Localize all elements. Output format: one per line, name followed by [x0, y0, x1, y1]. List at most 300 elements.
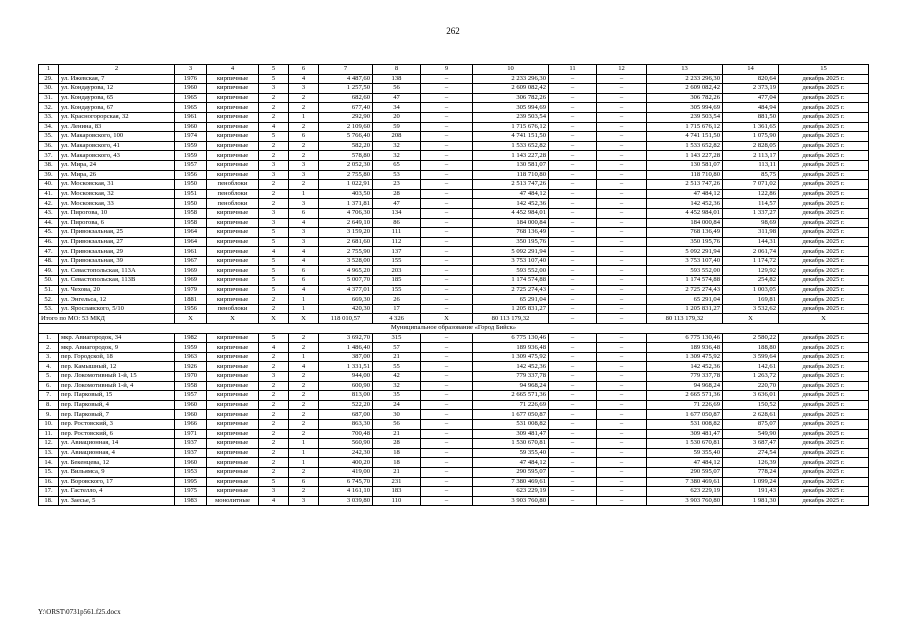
document-file-path: Y:\ORST\0731p561.f25.docx: [38, 608, 121, 616]
table-cell: 350 195,76: [473, 237, 549, 247]
table-cell: 600,90: [319, 381, 373, 391]
table-cell: 4.: [39, 362, 59, 372]
table-cell: 49.: [39, 266, 59, 276]
section-header-row: [39, 324, 869, 334]
table-cell: –: [421, 400, 473, 410]
table-cell: 2: [289, 400, 319, 410]
table-row: [39, 467, 869, 477]
table-cell: 3: [259, 170, 289, 180]
table-cell: кирпичные: [207, 160, 259, 170]
table-cell: –: [597, 180, 647, 190]
table-cell: 4 452 984,01: [473, 208, 549, 218]
table-cell: 593 552,00: [473, 266, 549, 276]
table-cell: –: [597, 218, 647, 228]
table-row: [39, 199, 869, 209]
table-cell: декабрь 2025 г.: [779, 352, 869, 362]
table-cell: 3 687,47: [723, 439, 779, 449]
table-cell: 1 174 574,88: [473, 276, 549, 286]
table-cell: декабрь 2025 г.: [779, 228, 869, 238]
table-cell: 6 775 130,46: [473, 333, 549, 343]
table-cell: 1960: [175, 400, 207, 410]
table-cell: 45.: [39, 228, 59, 238]
table-cell: декабрь 2025 г.: [779, 199, 869, 209]
table-cell: 34: [373, 103, 421, 113]
table-cell: декабрь 2025 г.: [779, 122, 869, 132]
table-cell: –: [421, 237, 473, 247]
table-cell: 129,92: [723, 266, 779, 276]
table-cell: 110: [373, 496, 421, 506]
table-cell: 477,04: [723, 93, 779, 103]
table-cell: 2 649,10: [319, 218, 373, 228]
table-cell: декабрь 2025 г.: [779, 467, 869, 477]
table-cell: 2: [289, 381, 319, 391]
table-cell: декабрь 2025 г.: [779, 276, 869, 286]
table-cell: –: [421, 93, 473, 103]
table-cell: –: [597, 285, 647, 295]
table-cell: 122,86: [723, 189, 779, 199]
column-number: 12: [597, 65, 647, 75]
table-cell: декабрь 2025 г.: [779, 496, 869, 506]
table-cell: 4 706,30: [319, 208, 373, 218]
table-cell: 2: [259, 458, 289, 468]
table-cell: декабрь 2025 г.: [779, 151, 869, 161]
table-cell: ул. Московская, 33: [59, 199, 175, 209]
table-cell: 1960: [175, 84, 207, 94]
table-cell: 306 782,26: [473, 93, 549, 103]
table-cell: –: [549, 218, 597, 228]
table-cell: –: [597, 467, 647, 477]
table-cell: кирпичные: [207, 410, 259, 420]
table-cell: 6: [289, 132, 319, 142]
table-cell: 51.: [39, 285, 59, 295]
table-cell: 1971: [175, 429, 207, 439]
table-cell: –: [421, 439, 473, 449]
table-cell: 18.: [39, 496, 59, 506]
table-cell: 2: [289, 419, 319, 429]
table-cell: 290 595,07: [473, 467, 549, 477]
table-cell: 2 513 747,26: [473, 180, 549, 190]
table-cell: 305 994,69: [473, 103, 549, 113]
table-cell: ул. Ижевская, 7: [59, 74, 175, 84]
table-cell: 2: [259, 151, 289, 161]
table-cell: 185: [373, 276, 421, 286]
table-cell: 1 361,65: [723, 122, 779, 132]
table-cell: –: [549, 247, 597, 257]
table-row: [39, 93, 869, 103]
table-cell: 4 741 151,50: [473, 132, 549, 142]
table-cell: 208: [373, 132, 421, 142]
table-cell: 2: [289, 372, 319, 382]
table-cell: 38.: [39, 160, 59, 170]
table-cell: –: [421, 276, 473, 286]
table-cell: 4 741 151,50: [647, 132, 723, 142]
table-cell: кирпичные: [207, 122, 259, 132]
table-cell: 47 484,12: [647, 458, 723, 468]
table-cell: 21: [373, 429, 421, 439]
table-cell: 1961: [175, 112, 207, 122]
table-cell: 20: [373, 112, 421, 122]
table-cell: 1 309 475,92: [647, 352, 723, 362]
table-cell: 112: [373, 237, 421, 247]
table-row: [39, 132, 869, 142]
table-cell: ул. Кондаурова, 12: [59, 84, 175, 94]
table-cell: ул. Макаровского, 41: [59, 141, 175, 151]
table-cell: кирпичные: [207, 228, 259, 238]
table-cell: 419,00: [319, 467, 373, 477]
table-cell: 155: [373, 256, 421, 266]
table-cell: –: [421, 362, 473, 372]
table-cell: 56: [373, 84, 421, 94]
table-cell: 274,54: [723, 448, 779, 458]
table-cell: 863,30: [319, 419, 373, 429]
table-cell: 35.: [39, 132, 59, 142]
table-row: [39, 237, 869, 247]
table-cell: –: [421, 467, 473, 477]
table-cell: ул. Мира, 24: [59, 160, 175, 170]
table-cell: кирпичные: [207, 285, 259, 295]
table-cell: 34.: [39, 122, 59, 132]
table-cell: –: [421, 343, 473, 353]
table-cell: 8.: [39, 400, 59, 410]
table-cell: декабрь 2025 г.: [779, 256, 869, 266]
table-cell: 189 936,48: [473, 343, 549, 353]
table-cell: 113,11: [723, 160, 779, 170]
table-cell: 231: [373, 477, 421, 487]
table-cell: 12.: [39, 439, 59, 449]
table-cell: –: [421, 352, 473, 362]
table-cell: –: [549, 208, 597, 218]
table-cell: 2: [259, 362, 289, 372]
table-cell: кирпичные: [207, 419, 259, 429]
table-cell: –: [549, 410, 597, 420]
table-cell: 1960: [175, 458, 207, 468]
table-cell: –: [549, 477, 597, 487]
table-cell: 50.: [39, 276, 59, 286]
total-row: [39, 314, 869, 324]
table-cell: 1959: [175, 343, 207, 353]
table-row: [39, 391, 869, 401]
table-cell: –: [421, 208, 473, 218]
table-cell: 2: [289, 343, 319, 353]
table-cell: 1 003,05: [723, 285, 779, 295]
table-row: [39, 256, 869, 266]
table-cell: 130 581,07: [647, 160, 723, 170]
table-cell: 1 530 670,81: [473, 439, 549, 449]
table-row: [39, 381, 869, 391]
table-cell: 560,90: [319, 439, 373, 449]
table-cell: ул. Пирогова, 6: [59, 218, 175, 228]
table-cell: 7 380 469,61: [647, 477, 723, 487]
table-cell: 142 452,36: [473, 199, 549, 209]
table-cell: мкр. Авиагородок, 9: [59, 343, 175, 353]
table-cell: –: [421, 285, 473, 295]
table-cell: 875,07: [723, 419, 779, 429]
table-cell: 768 136,49: [473, 228, 549, 238]
table-cell: ул. Кондаурова, 65: [59, 93, 175, 103]
table-row: [39, 304, 869, 314]
table-cell: 7 071,02: [723, 180, 779, 190]
total-cell: Х: [259, 314, 289, 324]
table-cell: –: [421, 333, 473, 343]
table-cell: 1: [289, 189, 319, 199]
table-cell: 65 291,04: [473, 295, 549, 305]
table-cell: 1960: [175, 122, 207, 132]
table-cell: 220,70: [723, 381, 779, 391]
table-cell: 184 000,84: [647, 218, 723, 228]
table-cell: 9.: [39, 410, 59, 420]
table-cell: 43.: [39, 208, 59, 218]
table-cell: –: [421, 419, 473, 429]
table-cell: кирпичные: [207, 391, 259, 401]
table-cell: 403,50: [319, 189, 373, 199]
table-cell: 2 233 296,30: [473, 74, 549, 84]
table-cell: 2 755,80: [319, 170, 373, 180]
table-cell: 944,00: [319, 372, 373, 382]
table-cell: 2 681,60: [319, 237, 373, 247]
table-cell: 1 143 227,28: [647, 151, 723, 161]
table-cell: 5: [259, 256, 289, 266]
table-cell: 2: [259, 439, 289, 449]
table-row: [39, 448, 869, 458]
table-cell: 2 665 571,36: [473, 391, 549, 401]
table-cell: –: [597, 304, 647, 314]
table-cell: 3: [289, 199, 319, 209]
table-cell: 1961: [175, 247, 207, 257]
table-cell: декабрь 2025 г.: [779, 180, 869, 190]
table-row: [39, 74, 869, 84]
table-cell: кирпичные: [207, 362, 259, 372]
table-cell: 17: [373, 304, 421, 314]
table-cell: декабрь 2025 г.: [779, 84, 869, 94]
table-row: [39, 419, 869, 429]
table-cell: декабрь 2025 г.: [779, 112, 869, 122]
table-cell: –: [597, 266, 647, 276]
table-cell: 1956: [175, 170, 207, 180]
table-cell: –: [549, 304, 597, 314]
table-cell: кирпичные: [207, 208, 259, 218]
table-cell: 1959: [175, 151, 207, 161]
table-cell: –: [421, 391, 473, 401]
table-cell: кирпичные: [207, 458, 259, 468]
table-cell: –: [549, 160, 597, 170]
table-cell: декабрь 2025 г.: [779, 391, 869, 401]
table-cell: декабрь 2025 г.: [779, 304, 869, 314]
table-cell: –: [421, 189, 473, 199]
total-cell: Х: [207, 314, 259, 324]
table-cell: 813,00: [319, 391, 373, 401]
table-cell: –: [549, 391, 597, 401]
table-cell: 2: [259, 93, 289, 103]
table-cell: 5.: [39, 372, 59, 382]
table-cell: 36.: [39, 141, 59, 151]
table-row: [39, 429, 869, 439]
table-cell: 2: [259, 141, 289, 151]
column-number: 10: [473, 65, 549, 75]
table-cell: мкр. Авиагородок, 34: [59, 333, 175, 343]
table-cell: 2: [289, 122, 319, 132]
table-cell: 1: [289, 352, 319, 362]
table-cell: 17.: [39, 487, 59, 497]
table-cell: ул. Авиационная, 14: [59, 439, 175, 449]
table-cell: 1969: [175, 276, 207, 286]
table-cell: 47 484,12: [647, 189, 723, 199]
table-row: [39, 170, 869, 180]
table-cell: декабрь 2025 г.: [779, 295, 869, 305]
table-cell: 1975: [175, 487, 207, 497]
table-cell: 2: [289, 151, 319, 161]
table-cell: 2 109,60: [319, 122, 373, 132]
table-cell: ул. Московская, 31: [59, 180, 175, 190]
table-cell: 1964: [175, 237, 207, 247]
table-cell: 5 766,40: [319, 132, 373, 142]
table-cell: –: [597, 352, 647, 362]
table-cell: –: [421, 381, 473, 391]
table-cell: 28: [373, 189, 421, 199]
table-cell: 2 609 082,42: [473, 84, 549, 94]
table-cell: –: [549, 295, 597, 305]
table-cell: ул. Гастелло, 4: [59, 487, 175, 497]
table-cell: 26: [373, 295, 421, 305]
table-cell: кирпичные: [207, 74, 259, 84]
table-cell: –: [597, 247, 647, 257]
table-cell: 1: [289, 295, 319, 305]
table-cell: 2 233 296,30: [647, 74, 723, 84]
table-cell: 549,90: [723, 429, 779, 439]
table-cell: 3: [289, 160, 319, 170]
table-cell: –: [549, 458, 597, 468]
table-cell: 1958: [175, 208, 207, 218]
table-cell: 3 636,01: [723, 391, 779, 401]
table-cell: декабрь 2025 г.: [779, 170, 869, 180]
table-cell: 144,31: [723, 237, 779, 247]
column-number: 5: [259, 65, 289, 75]
table-cell: 1966: [175, 419, 207, 429]
table-cell: –: [597, 84, 647, 94]
table-row: [39, 160, 869, 170]
table-cell: кирпичные: [207, 237, 259, 247]
table-cell: 59: [373, 122, 421, 132]
table-cell: –: [597, 439, 647, 449]
table-cell: –: [421, 429, 473, 439]
table-cell: 3 528,00: [319, 256, 373, 266]
table-cell: 820,64: [723, 74, 779, 84]
table-cell: 2: [259, 400, 289, 410]
table-cell: 1: [289, 439, 319, 449]
total-cell: Х: [723, 314, 779, 324]
table-cell: 881,50: [723, 112, 779, 122]
table-cell: 30.: [39, 84, 59, 94]
table-cell: 1956: [175, 304, 207, 314]
table-cell: декабрь 2025 г.: [779, 266, 869, 276]
table-cell: 1976: [175, 74, 207, 84]
table-cell: 350 195,76: [647, 237, 723, 247]
table-cell: 400,20: [319, 458, 373, 468]
table-cell: 134: [373, 208, 421, 218]
table-cell: 2 628,61: [723, 410, 779, 420]
table-cell: 24: [373, 400, 421, 410]
table-cell: –: [597, 74, 647, 84]
table-cell: 39.: [39, 170, 59, 180]
table-cell: 2: [259, 381, 289, 391]
table-cell: 239 503,54: [473, 112, 549, 122]
table-cell: пер. Городской, 18: [59, 352, 175, 362]
table-cell: 71 226,69: [473, 400, 549, 410]
table-cell: 138: [373, 74, 421, 84]
table-cell: кирпичные: [207, 266, 259, 276]
table-cell: 2 373,19: [723, 84, 779, 94]
table-cell: –: [421, 199, 473, 209]
table-cell: 1 143 227,28: [473, 151, 549, 161]
table-cell: 2 725 274,43: [647, 285, 723, 295]
table-cell: кирпичные: [207, 276, 259, 286]
table-cell: декабрь 2025 г.: [779, 247, 869, 257]
table-cell: 2: [289, 141, 319, 151]
table-cell: 3: [289, 170, 319, 180]
table-cell: 1 075,90: [723, 132, 779, 142]
table-cell: –: [549, 84, 597, 94]
table-cell: –: [549, 381, 597, 391]
table-cell: –: [597, 256, 647, 266]
table-cell: 3: [289, 84, 319, 94]
column-number: 9: [421, 65, 473, 75]
table-row: [39, 141, 869, 151]
table-cell: 2 513 747,26: [647, 180, 723, 190]
table-cell: 71 226,69: [647, 400, 723, 410]
table-cell: 1 533 652,82: [473, 141, 549, 151]
table-row: [39, 372, 869, 382]
table-cell: 114,57: [723, 199, 779, 209]
table-cell: декабрь 2025 г.: [779, 93, 869, 103]
table-cell: 47 484,12: [473, 458, 549, 468]
table-cell: 2: [259, 189, 289, 199]
table-cell: 1937: [175, 448, 207, 458]
table-cell: –: [421, 496, 473, 506]
table-row: [39, 151, 869, 161]
table-cell: –: [421, 151, 473, 161]
table-cell: 1 715 676,12: [647, 122, 723, 132]
table-cell: ул. Ярославского, 5/10: [59, 304, 175, 314]
total-cell: 118 010,57: [319, 314, 373, 324]
table-cell: ул. Воровского, 17: [59, 477, 175, 487]
table-cell: –: [597, 122, 647, 132]
table-cell: 2 113,17: [723, 151, 779, 161]
table-cell: кирпичные: [207, 247, 259, 257]
table-cell: ул. Энгельса, 12: [59, 295, 175, 305]
table-cell: 5 092 291,94: [647, 247, 723, 257]
column-number: 2: [59, 65, 175, 75]
table-cell: 4 377,01: [319, 285, 373, 295]
table-cell: –: [549, 343, 597, 353]
table-cell: 2: [289, 180, 319, 190]
table-cell: –: [597, 189, 647, 199]
table-row: [39, 103, 869, 113]
table-cell: 142 452,36: [647, 199, 723, 209]
table-cell: 1.: [39, 333, 59, 343]
table-cell: пер. Камышный, 12: [59, 362, 175, 372]
table-cell: ул. Заесье, 5: [59, 496, 175, 506]
table-row: [39, 295, 869, 305]
table-cell: –: [421, 266, 473, 276]
table-cell: 188,80: [723, 343, 779, 353]
table-cell: ул. Привокзальная, 25: [59, 228, 175, 238]
table-cell: 47: [373, 93, 421, 103]
table-cell: 290 595,07: [647, 467, 723, 477]
table-cell: 1: [289, 112, 319, 122]
table-cell: –: [597, 400, 647, 410]
table-cell: 4: [289, 256, 319, 266]
table-cell: ул. Бекенцева, 12: [59, 458, 175, 468]
table-cell: 33.: [39, 112, 59, 122]
